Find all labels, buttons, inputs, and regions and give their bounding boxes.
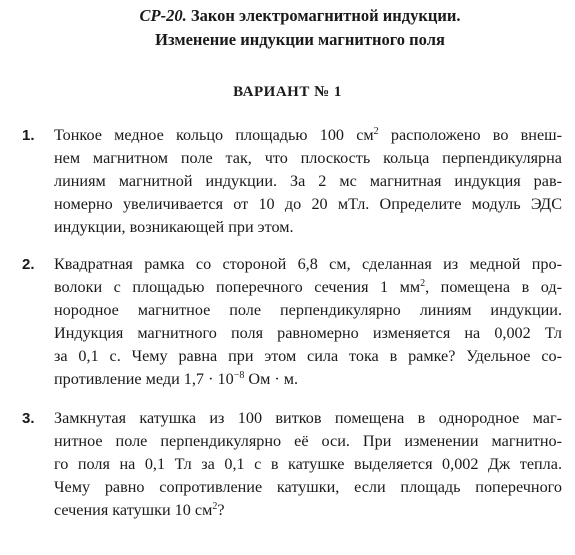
text-line <box>54 124 562 147</box>
text-line: индукции, возникающей при этом. <box>54 218 294 236</box>
title-line <box>60 4 540 28</box>
text-line: Замкнутая катушка из 100 витков помещена в однородное маг- <box>54 409 562 427</box>
text-segment: Ом · м. <box>244 370 299 388</box>
problem-text <box>54 124 562 239</box>
title-text: Закон электромагнитной индукции. <box>190 6 461 25</box>
text-line: нитное поле перпендикулярно её оси. При изменении магнитно- <box>54 432 562 450</box>
text-line <box>54 368 562 391</box>
text-segment: противление меди 1,7 · 10 <box>54 370 234 388</box>
text-line <box>54 499 562 522</box>
text-segment: волоки с площадью поперечного сечения 1 мм <box>54 278 421 296</box>
variant-heading: ВАРИАНТ № 1 <box>233 84 342 100</box>
text-line: за 0,1 с. Чему равна при этом сила тока в рамке? Удельное со- <box>54 347 562 365</box>
text-line: Индукция магнитного поля равномерно изменяется на 0,002 Тл <box>54 324 562 342</box>
problem-text <box>54 253 562 391</box>
text-segment: расположено во внеш- <box>378 126 562 144</box>
superscript: 2 <box>212 501 218 512</box>
text-line: номерно увеличивается от 10 до 20 мТл. Определите модуль ЭДС <box>54 195 562 213</box>
superscript: −8 <box>233 370 245 381</box>
superscript: 2 <box>373 126 379 137</box>
text-segment: сечения катушки 10 см <box>54 501 213 519</box>
work-code: СР-20. <box>139 6 187 25</box>
page-header <box>60 4 540 52</box>
text-segment: ? <box>217 501 225 519</box>
problem-number: 3. <box>22 410 35 427</box>
text-segment: , помещена в од- <box>425 278 562 296</box>
problem-number: 1. <box>22 127 35 144</box>
problem-number: 2. <box>22 256 35 273</box>
text-line: линиям магнитной индукции. За 2 мс магнитная индукция рав- <box>54 172 562 190</box>
subtitle: Изменение индукции магнитного поля <box>155 30 445 49</box>
text-line: го поля на 0,1 Тл за 0,1 с в катушке выделяется 0,002 Дж тепла. <box>54 455 562 473</box>
text-line: нем магнитном поле так, что плоскость кольца перпендикулярна <box>54 149 562 167</box>
text-line: Квадратная рамка со стороной 6,8 см, сделанная из медной про- <box>54 255 562 273</box>
text-line: нородное магнитное поле перпендикулярно линиям индукции. <box>54 301 562 319</box>
problem-text <box>54 407 562 522</box>
text-line: Чему равно сопротивление катушки, если площадь поперечного <box>54 478 562 496</box>
text-line <box>54 276 562 299</box>
text-segment: Тонкое медное кольцо площадью 100 см <box>54 126 374 144</box>
superscript: 2 <box>420 278 426 289</box>
